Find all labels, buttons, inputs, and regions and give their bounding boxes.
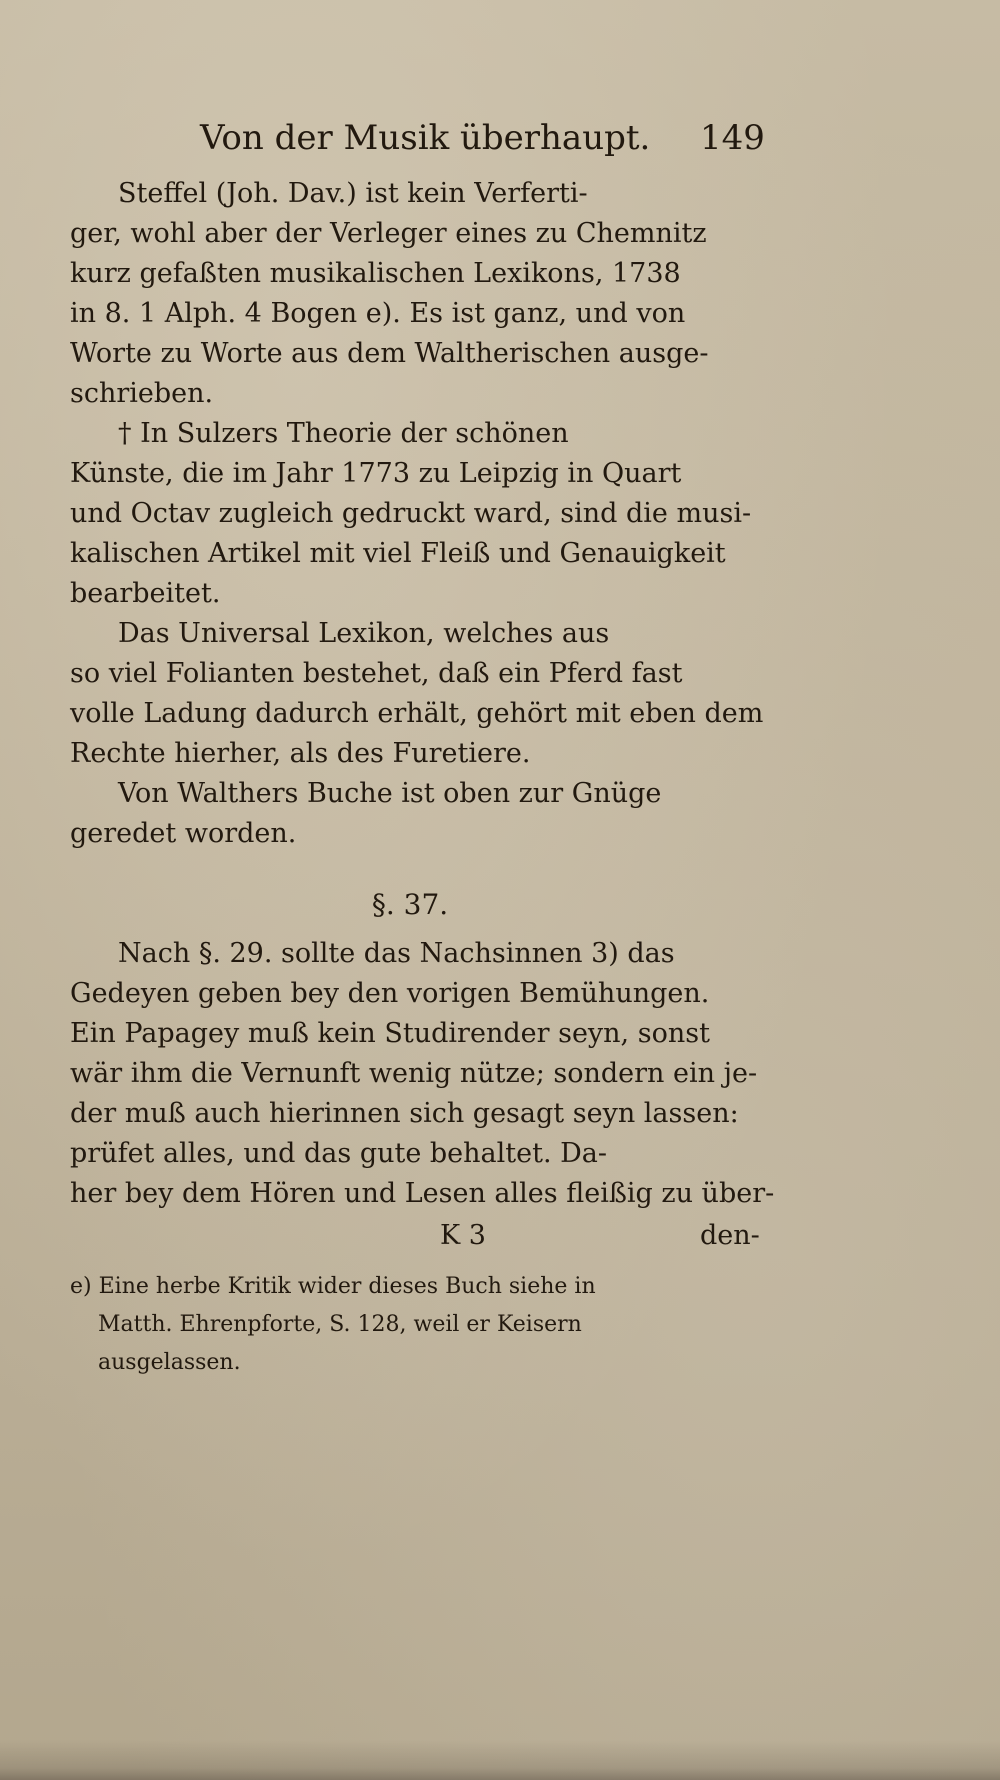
page-bottom-edge xyxy=(0,1740,1000,1780)
footnote-line: ausgelassen. xyxy=(98,1350,241,1375)
text-line: geredet worden. xyxy=(70,818,297,849)
text-line: Das Universal Lexikon, welches aus xyxy=(118,618,610,649)
text-line: Gedeyen geben bey den vorigen Bemühungen. xyxy=(70,978,710,1009)
text-line: kalischen Artikel mit viel Fleiß und Genauigkeit xyxy=(70,538,726,569)
signature-row xyxy=(70,1214,770,1258)
section-heading: §. 37. xyxy=(371,888,449,921)
text-line: in 8. 1 Alph. 4 Bogen e). Es ist ganz, und von xyxy=(70,298,686,329)
text-line: Nach §. 29. sollte das Nachsinnen 3) das xyxy=(118,938,675,969)
body-text-section xyxy=(70,934,775,1214)
text-line: Rechte hierher, als des Furetiere. xyxy=(70,738,531,769)
page-number: 149 xyxy=(700,118,765,158)
body-text xyxy=(70,174,770,854)
text-line: her bey dem Hören und Lesen alles fleißig zu über- xyxy=(70,1178,775,1209)
page-header xyxy=(70,118,770,174)
text-line: schrieben. xyxy=(70,378,214,409)
catchword: den- xyxy=(700,1220,760,1251)
spacer xyxy=(70,854,770,876)
text-line: Worte zu Worte aus dem Waltherischen ausge- xyxy=(70,338,709,369)
running-title: Von der Musik überhaupt. xyxy=(200,118,651,158)
text-line: wär ihm die Vernunft wenig nütze; sondern ein je- xyxy=(70,1058,758,1089)
signature-mark: K 3 xyxy=(440,1220,486,1251)
text-line: so viel Folianten bestehet, daß ein Pferd fast xyxy=(70,658,683,689)
text-line: ger, wohl aber der Verleger eines zu Chemnitz xyxy=(70,218,707,249)
text-line: und Octav zugleich gedruckt ward, sind die musi- xyxy=(70,498,752,529)
text-line: bearbeitet. xyxy=(70,578,221,609)
text-line: prüfet alles, und das gute behaltet. Da- xyxy=(70,1138,607,1169)
text-line: Künste, die im Jahr 1773 zu Leipzig in Quart xyxy=(70,458,682,489)
footnote-line: e) Eine herbe Kritik wider dieses Buch siehe in xyxy=(70,1274,596,1299)
text-line: der muß auch hierinnen sich gesagt seyn lassen: xyxy=(70,1098,739,1129)
footnote-line: Matth. Ehrenpforte, S. 128, weil er Keisern xyxy=(98,1312,582,1337)
text-line: kurz gefaßten musikalischen Lexikons, 1738 xyxy=(70,258,681,289)
text-line: Von Walthers Buche ist oben zur Gnüge xyxy=(118,778,662,809)
text-line: † In Sulzers Theorie der schönen xyxy=(118,418,569,449)
text-line: Ein Papagey muß kein Studirender seyn, sonst xyxy=(70,1018,710,1049)
text-line: volle Ladung dadurch erhält, gehört mit eben dem xyxy=(70,698,764,729)
text-line: Steffel (Joh. Dav.) ist kein Verferti- xyxy=(118,178,588,209)
footnote xyxy=(70,1268,770,1382)
page-content xyxy=(70,118,775,1382)
